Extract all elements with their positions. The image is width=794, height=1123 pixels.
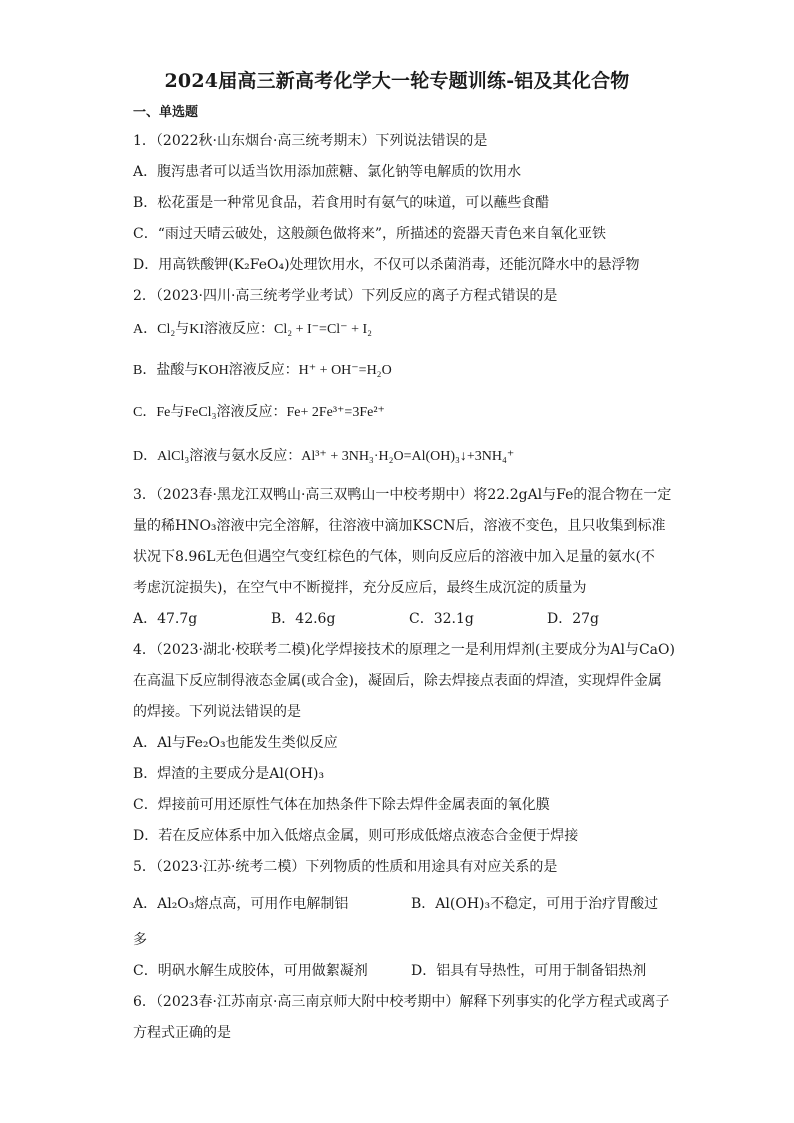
question-3-stem-line-3: 状况下8.96L无色但遇空气变红棕色的气体，则向反应后的溶液中加入足量的氨水(不 [133,549,655,565]
question-1-option-d: D．用高铁酸钾(K₂FeO₄)处理饮用水，不仅可以杀菌消毒，还能沉降水中的悬浮物 [133,257,640,273]
question-4-stem-line-2: 在高温下反应制得液态金属(或合金)，凝固后，除去焊接点表面的焊渣，实现焊件金属 [133,673,662,689]
question-2-option-a: A．Cl₂与KI溶液反应：Cl₂ + I⁻=Cl⁻ + I₂ [133,322,373,337]
question-1-option-a: A．腹泻患者可以适当饮用添加蔗糖、氯化钠等电解质的饮用水 [133,164,522,180]
question-5-option-d: D．铝具有导热性，可用于制备铝热剂 [411,963,647,979]
question-4-option-a: A．Al与Fe₂O₃也能发生类似反应 [133,735,338,751]
question-5-stem: 5．（2023·江苏·统考二模）下列物质的性质和用途具有对应关系的是 [133,859,558,875]
question-6-stem-line-2: 方程式正确的是 [133,1025,231,1041]
question-5-option-a: A．Al₂O₃熔点高，可用作电解制铝 [133,896,349,912]
question-1-stem: 1．（2022秋·山东烟台·高三统考期末）下列说法错误的是 [133,133,488,149]
question-4-stem-line-1: 4．（2023·湖北·校联考二模)化学焊接技术的原理之一是利用焊剂(主要成分为Al与CaO) [133,642,675,658]
question-3-option-d: D．27g [547,611,600,627]
question-4-option-d: D．若在反应体系中加入低熔点金属，则可形成低熔点液态合金便于焊接 [133,828,579,844]
question-3-stem-line-4: 考虑沉淀损失)，在空气中不断搅拌，充分反应后，最终生成沉淀的质量为 [133,580,587,596]
question-5-option-b: B．Al(OH)₃不稳定，可用于治疗胃酸过 [411,896,659,912]
question-1-option-b: B．松花蛋是一种常见食品，若食用时有氨气的味道，可以蘸些食醋 [133,195,550,211]
question-6-stem-line-1: 6．（2023春·江苏南京·高三南京师大附中校考期中）解释下列事实的化学方程式或离子 [133,994,670,1010]
question-3-option-c: C．32.1g [409,611,474,627]
question-3-stem-line-2: 量的稀HNO₃溶液中完全溶解，往溶液中滴加KSCN后，溶液不变色，且只收集到标准 [133,518,666,534]
question-5-option-b-continued: 多 [133,932,147,948]
question-5-option-c: C．明矾水解生成胶体，可用做絮凝剂 [133,963,368,979]
question-3-option-b: B．42.6g [271,611,336,627]
question-3-option-a: A．47.7g [133,611,198,627]
question-2-option-c: C．Fe与FeCl₃溶液反应：Fe+ 2Fe³⁺=3Fe²⁺ [133,405,385,420]
page-title: 2024届高三新高考化学大一轮专题训练-铝及其化合物 [164,70,630,92]
question-2-stem: 2．（2023·四川·高三统考学业考试）下列反应的离子方程式错误的是 [133,288,558,304]
question-4-stem-line-3: 的焊接。下列说法错误的是 [133,704,301,720]
section-heading: 一、单选题 [133,105,199,120]
question-4-option-b: B．焊渣的主要成分是Al(OH)₃ [133,766,325,782]
question-4-option-c: C．焊接前可用还原性气体在加热条件下除去焊件金属表面的氧化膜 [133,797,550,813]
question-2-option-d: D．AlCl₃溶液与氨水反应：Al³⁺ + 3NH₃·H₂O=Al(OH)₃↓+3NH₄⁺ [133,449,515,464]
question-2-option-b: B．盐酸与KOH溶液反应：H⁺ + OH⁻=H₂O [133,363,392,378]
question-1-option-c: C．“雨过天晴云破处，这般颜色做将来”，所描述的瓷器天青色来自氧化亚铁 [133,226,607,242]
question-3-stem-line-1: 3．（2023春·黑龙江双鸭山·高三双鸭山一中校考期中）将22.2gAl与Fe的混合物在一定 [133,487,672,503]
